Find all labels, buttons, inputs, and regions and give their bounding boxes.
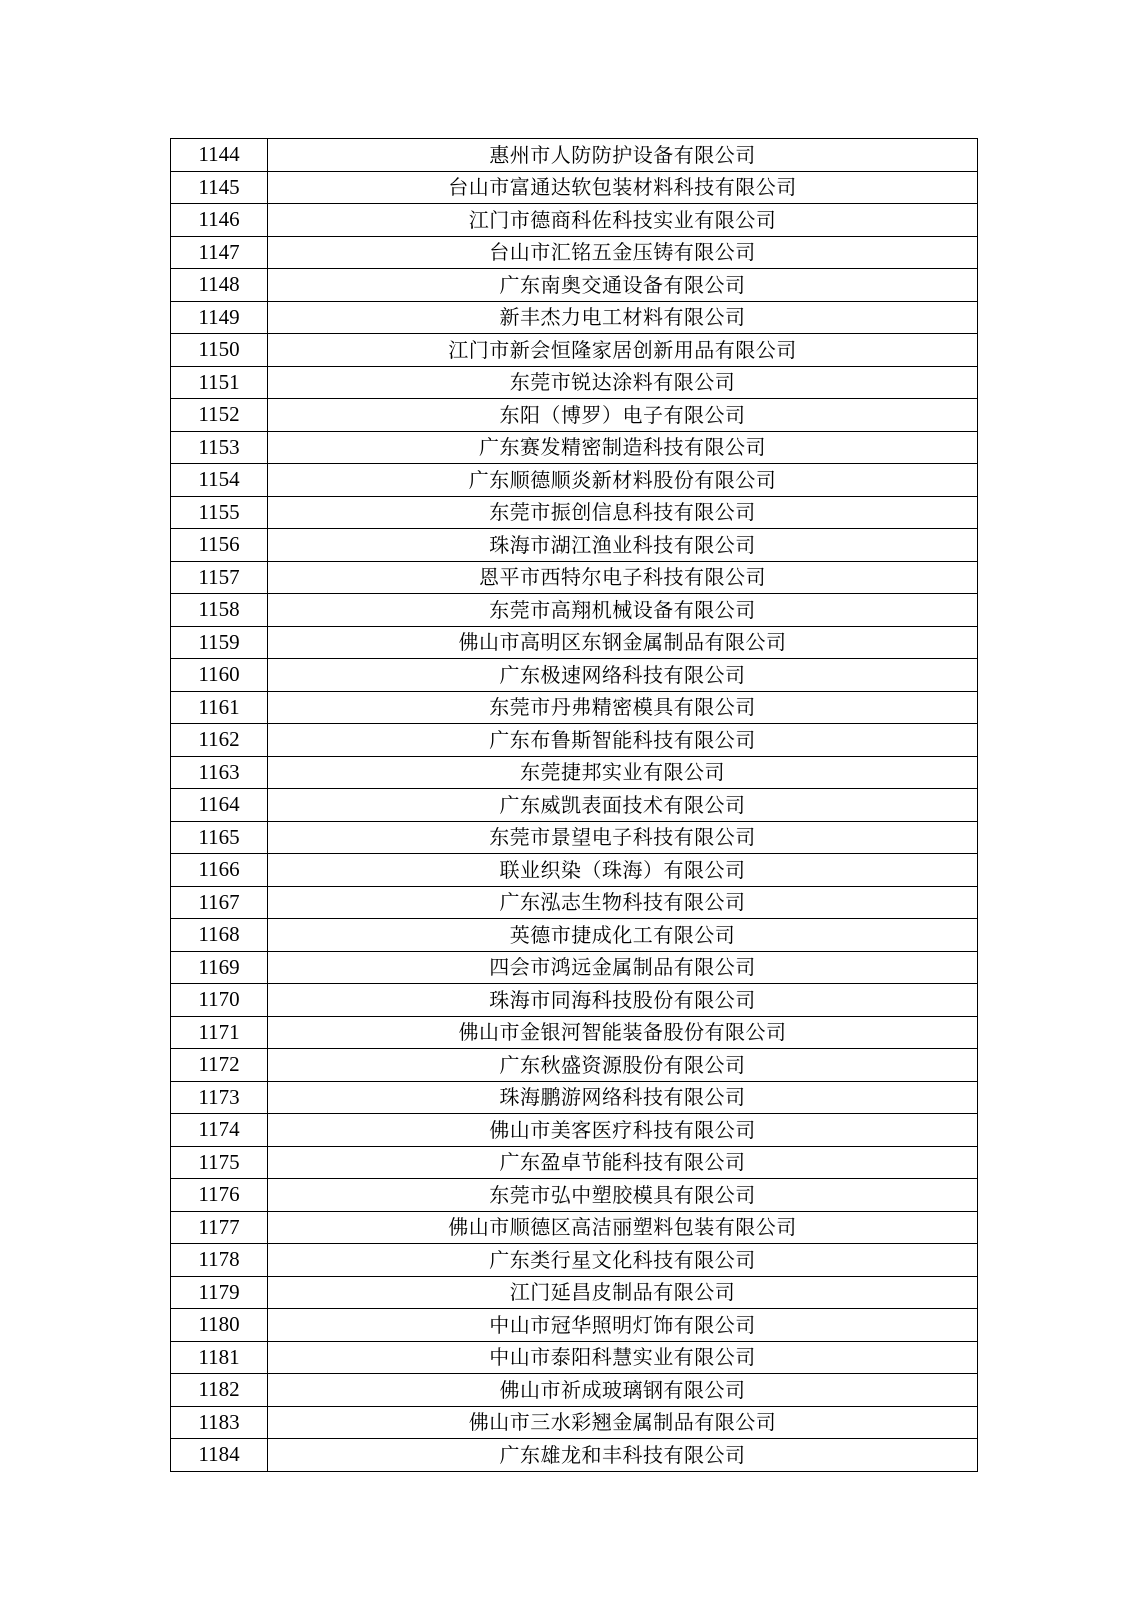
table-row <box>171 1276 978 1309</box>
company-name-cell: 佛山市金银河智能装备股份有限公司 <box>268 1016 978 1049</box>
table-row <box>171 1114 978 1147</box>
table-row <box>171 399 978 432</box>
table-row <box>171 1211 978 1244</box>
company-name-cell: 佛山市高明区东钢金属制品有限公司 <box>268 626 978 659</box>
company-name-cell: 珠海鹏游网络科技有限公司 <box>268 1081 978 1114</box>
company-name-cell: 东莞市高翔机械设备有限公司 <box>268 594 978 627</box>
table-row <box>171 756 978 789</box>
table-row <box>171 659 978 692</box>
company-name-cell: 广东威凯表面技术有限公司 <box>268 789 978 822</box>
table-row <box>171 529 978 562</box>
table-row <box>171 139 978 172</box>
table-row <box>171 886 978 919</box>
company-name-cell: 东莞市景望电子科技有限公司 <box>268 821 978 854</box>
row-number-cell: 1175 <box>171 1146 268 1179</box>
company-name-cell: 广东雄龙和丰科技有限公司 <box>268 1439 978 1472</box>
row-number-cell: 1145 <box>171 171 268 204</box>
row-number-cell: 1177 <box>171 1211 268 1244</box>
row-number-cell: 1176 <box>171 1179 268 1212</box>
row-number-cell: 1150 <box>171 334 268 367</box>
row-number-cell: 1154 <box>171 464 268 497</box>
company-name-cell: 江门延昌皮制品有限公司 <box>268 1276 978 1309</box>
row-number-cell: 1161 <box>171 691 268 724</box>
company-name-cell: 东莞市丹弗精密模具有限公司 <box>268 691 978 724</box>
row-number-cell: 1157 <box>171 561 268 594</box>
table-row <box>171 561 978 594</box>
table-row <box>171 984 978 1017</box>
row-number-cell: 1153 <box>171 431 268 464</box>
row-number-cell: 1173 <box>171 1081 268 1114</box>
company-name-cell: 四会市鸿远金属制品有限公司 <box>268 951 978 984</box>
row-number-cell: 1178 <box>171 1244 268 1277</box>
table-row <box>171 464 978 497</box>
row-number-cell: 1181 <box>171 1341 268 1374</box>
company-name-cell: 广东极速网络科技有限公司 <box>268 659 978 692</box>
row-number-cell: 1160 <box>171 659 268 692</box>
table-row <box>171 236 978 269</box>
table-row <box>171 724 978 757</box>
table-row <box>171 626 978 659</box>
company-name-cell: 东莞捷邦实业有限公司 <box>268 756 978 789</box>
row-number-cell: 1155 <box>171 496 268 529</box>
table-row <box>171 821 978 854</box>
table-row <box>171 301 978 334</box>
table-row <box>171 334 978 367</box>
row-number-cell: 1164 <box>171 789 268 822</box>
table-row <box>171 789 978 822</box>
table-row <box>171 496 978 529</box>
company-list-table <box>170 138 978 1472</box>
row-number-cell: 1156 <box>171 529 268 562</box>
table-row <box>171 1049 978 1082</box>
company-name-cell: 珠海市同海科技股份有限公司 <box>268 984 978 1017</box>
table-row <box>171 691 978 724</box>
company-name-cell: 台山市富通达软包装材料科技有限公司 <box>268 171 978 204</box>
company-list-body <box>171 139 978 1472</box>
table-row <box>171 1341 978 1374</box>
row-number-cell: 1165 <box>171 821 268 854</box>
company-name-cell: 广东赛发精密制造科技有限公司 <box>268 431 978 464</box>
company-name-cell: 广东布鲁斯智能科技有限公司 <box>268 724 978 757</box>
table-row <box>171 204 978 237</box>
table-row <box>171 1146 978 1179</box>
row-number-cell: 1144 <box>171 139 268 172</box>
row-number-cell: 1146 <box>171 204 268 237</box>
company-name-cell: 江门市新会恒隆家居创新用品有限公司 <box>268 334 978 367</box>
table-row <box>171 951 978 984</box>
row-number-cell: 1171 <box>171 1016 268 1049</box>
company-name-cell: 广东顺德顺炎新材料股份有限公司 <box>268 464 978 497</box>
row-number-cell: 1168 <box>171 919 268 952</box>
row-number-cell: 1147 <box>171 236 268 269</box>
row-number-cell: 1148 <box>171 269 268 302</box>
company-name-cell: 东莞市弘中塑胶模具有限公司 <box>268 1179 978 1212</box>
company-name-cell: 广东类行星文化科技有限公司 <box>268 1244 978 1277</box>
company-name-cell: 东莞市振创信息科技有限公司 <box>268 496 978 529</box>
row-number-cell: 1184 <box>171 1439 268 1472</box>
company-name-cell: 联业织染（珠海）有限公司 <box>268 854 978 887</box>
table-row <box>171 1309 978 1342</box>
table-row <box>171 854 978 887</box>
row-number-cell: 1159 <box>171 626 268 659</box>
row-number-cell: 1183 <box>171 1406 268 1439</box>
company-name-cell: 东莞市锐达涂料有限公司 <box>268 366 978 399</box>
table-row <box>171 1081 978 1114</box>
row-number-cell: 1158 <box>171 594 268 627</box>
table-row <box>171 1016 978 1049</box>
company-name-cell: 新丰杰力电工材料有限公司 <box>268 301 978 334</box>
row-number-cell: 1167 <box>171 886 268 919</box>
row-number-cell: 1172 <box>171 1049 268 1082</box>
company-name-cell: 佛山市美客医疗科技有限公司 <box>268 1114 978 1147</box>
company-name-cell: 珠海市湖江渔业科技有限公司 <box>268 529 978 562</box>
row-number-cell: 1162 <box>171 724 268 757</box>
row-number-cell: 1169 <box>171 951 268 984</box>
company-name-cell: 恩平市西特尔电子科技有限公司 <box>268 561 978 594</box>
row-number-cell: 1170 <box>171 984 268 1017</box>
company-name-cell: 广东秋盛资源股份有限公司 <box>268 1049 978 1082</box>
company-name-cell: 英德市捷成化工有限公司 <box>268 919 978 952</box>
company-name-cell: 台山市汇铭五金压铸有限公司 <box>268 236 978 269</box>
row-number-cell: 1179 <box>171 1276 268 1309</box>
company-name-cell: 佛山市顺德区高洁丽塑料包装有限公司 <box>268 1211 978 1244</box>
table-row <box>171 1406 978 1439</box>
company-name-cell: 中山市冠华照明灯饰有限公司 <box>268 1309 978 1342</box>
table-row <box>171 594 978 627</box>
company-name-cell: 东阳（博罗）电子有限公司 <box>268 399 978 432</box>
table-row <box>171 431 978 464</box>
table-row <box>171 919 978 952</box>
table-row <box>171 1439 978 1472</box>
table-row <box>171 1179 978 1212</box>
row-number-cell: 1152 <box>171 399 268 432</box>
table-row <box>171 1244 978 1277</box>
table-row <box>171 1374 978 1407</box>
company-name-cell: 江门市德商科佐科技实业有限公司 <box>268 204 978 237</box>
company-name-cell: 广东泓志生物科技有限公司 <box>268 886 978 919</box>
table-row <box>171 171 978 204</box>
company-name-cell: 佛山市三水彩翘金属制品有限公司 <box>268 1406 978 1439</box>
table-row <box>171 269 978 302</box>
table-row <box>171 366 978 399</box>
row-number-cell: 1163 <box>171 756 268 789</box>
company-name-cell: 佛山市祈成玻璃钢有限公司 <box>268 1374 978 1407</box>
company-name-cell: 广东盈卓节能科技有限公司 <box>268 1146 978 1179</box>
row-number-cell: 1182 <box>171 1374 268 1407</box>
company-name-cell: 广东南奥交通设备有限公司 <box>268 269 978 302</box>
row-number-cell: 1149 <box>171 301 268 334</box>
row-number-cell: 1180 <box>171 1309 268 1342</box>
row-number-cell: 1151 <box>171 366 268 399</box>
row-number-cell: 1174 <box>171 1114 268 1147</box>
row-number-cell: 1166 <box>171 854 268 887</box>
company-name-cell: 中山市泰阳科慧实业有限公司 <box>268 1341 978 1374</box>
company-name-cell: 惠州市人防防护设备有限公司 <box>268 139 978 172</box>
